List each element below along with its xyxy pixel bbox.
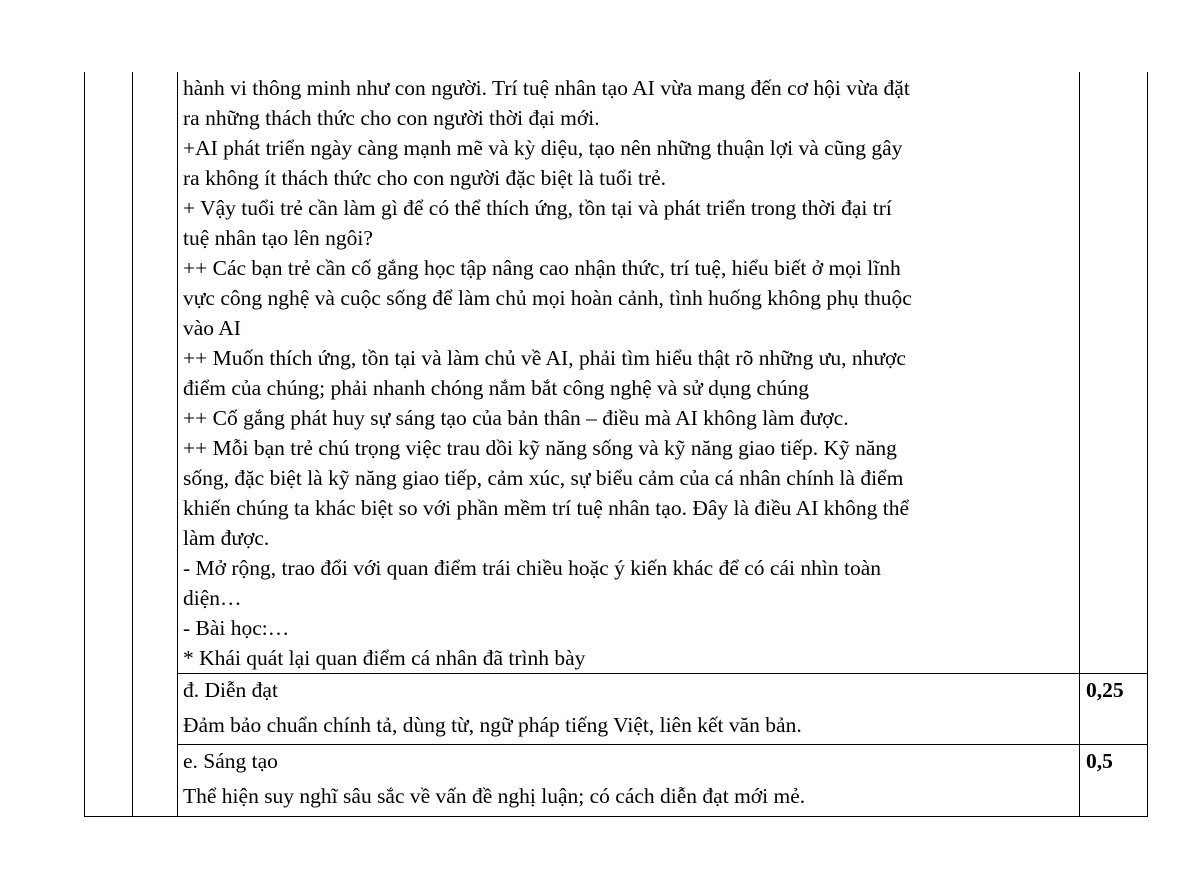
- table-divider-col2: [177, 72, 178, 817]
- criterion-cell-creativity: [183, 746, 1073, 811]
- table-divider-col3: [1079, 72, 1080, 817]
- table-border-right: [1147, 72, 1148, 817]
- content-line: điểm của chúng; phải nhanh chóng nắm bắt công nghệ và sử dụng chúng: [183, 376, 810, 400]
- content-cell: [183, 73, 1073, 673]
- content-line: làm được.: [183, 526, 270, 550]
- content-line: ++ Các bạn trẻ cần cố gắng học tập nâng cao nhận thức, trí tuệ, hiểu biết ở mọi lĩnh: [183, 256, 901, 280]
- content-line: sống, đặc biệt là kỹ năng giao tiếp, cảm xúc, sự biểu cảm của cá nhân chính là điểm: [183, 466, 904, 490]
- content-line: tuệ nhân tạo lên ngôi?: [183, 226, 373, 250]
- criterion-description: Đảm bảo chuẩn chính tả, dùng từ, ngữ pháp tiếng Việt, liên kết văn bản.: [183, 713, 802, 737]
- criterion-description: Thể hiện suy nghĩ sâu sắc về vấn đề nghị luận; có cách diễn đạt mới mẻ.: [183, 784, 806, 808]
- content-line: hành vi thông minh như con người. Trí tuệ nhân tạo AI vừa mang đến cơ hội vừa đặt: [183, 76, 910, 100]
- criterion-heading: e. Sáng tạo: [183, 749, 278, 773]
- content-line: ++ Cố gắng phát huy sự sáng tạo của bản thân – điều mà AI không làm được.: [183, 406, 849, 430]
- content-line: ++ Muốn thích ứng, tồn tại và làm chủ về AI, phải tìm hiểu thật rõ những ưu, nhược: [183, 346, 906, 370]
- criterion-cell-expression: [183, 675, 1073, 740]
- criterion-heading: đ. Diễn đạt: [183, 678, 278, 702]
- row-separator-2: [177, 744, 1148, 745]
- content-line: ra những thách thức cho con người thời đại mới.: [183, 106, 600, 130]
- content-line: ra không ít thách thức cho con người đặc biệt là tuổi trẻ.: [183, 166, 667, 190]
- content-line: vực công nghệ và cuộc sống để làm chủ mọi hoàn cảnh, tình huống không phụ thuộc: [183, 286, 912, 310]
- table-border-left: [84, 72, 85, 817]
- row-separator-1: [177, 673, 1148, 674]
- content-line: diện…: [183, 586, 242, 610]
- content-line: - Bài học:…: [183, 616, 290, 640]
- content-line: + Vậy tuổi trẻ cần làm gì để có thể thích ứng, tồn tại và phát triển trong thời đại trí: [183, 196, 892, 220]
- score-creativity: 0,5: [1086, 749, 1113, 773]
- table-border-bottom: [84, 816, 1148, 817]
- content-line: khiến chúng ta khác biệt so với phần mềm trí tuệ nhân tạo. Đây là điều AI không thể: [183, 496, 910, 520]
- content-line: - Mở rộng, trao đổi với quan điểm trái chiều hoặc ý kiến khác để có cái nhìn toàn: [183, 556, 881, 580]
- content-line: ++ Mỗi bạn trẻ chú trọng việc trau dồi kỹ năng sống và kỹ năng giao tiếp. Kỹ năng: [183, 436, 897, 460]
- score-expression: 0,25: [1086, 678, 1124, 702]
- content-line: vào AI: [183, 316, 241, 340]
- table-divider-col1: [132, 72, 133, 817]
- content-line: +AI phát triển ngày càng mạnh mẽ và kỳ diệu, tạo nên những thuận lợi và cũng gây: [183, 136, 903, 160]
- content-line: * Khái quát lại quan điểm cá nhân đã trình bày: [183, 646, 586, 670]
